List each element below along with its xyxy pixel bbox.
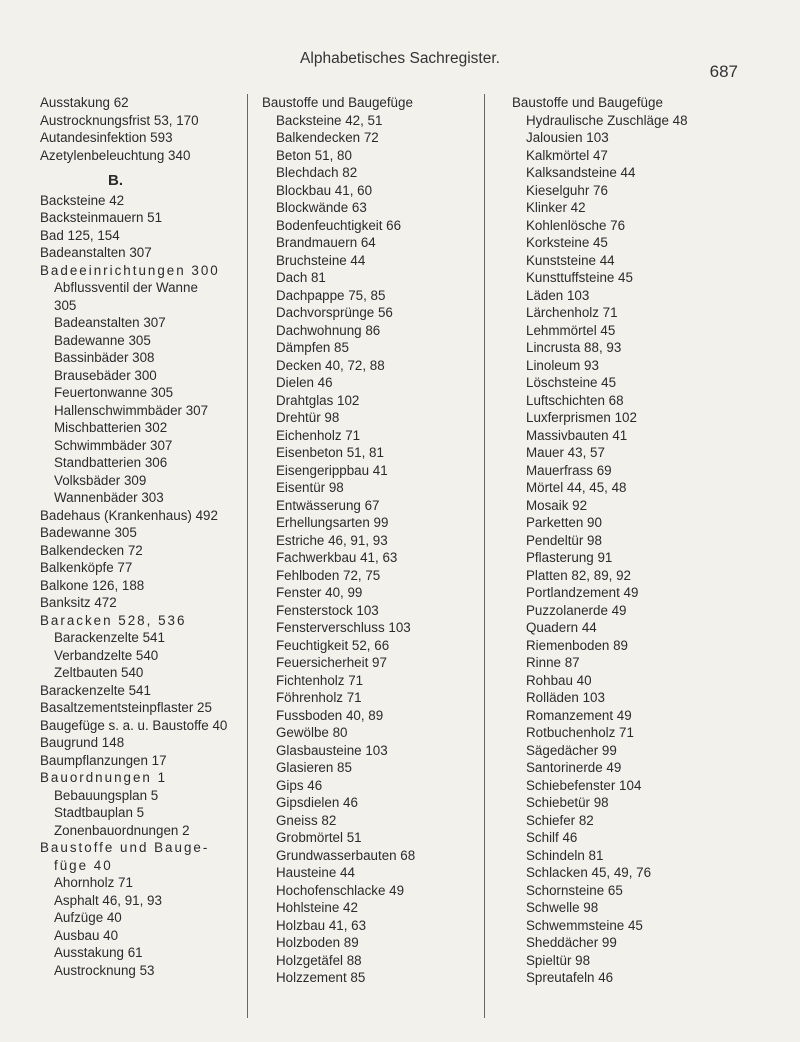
index-subentry: Mischbatterien 302: [54, 420, 168, 435]
index-subentry: Aufzüge 40: [54, 910, 122, 925]
index-subentry: Holzbau 41, 63: [276, 917, 367, 933]
index-subentry: Klinker 42: [526, 200, 586, 215]
index-subentry: Riemenboden 89: [526, 637, 628, 653]
index-subentry: Schwimmbäder 307: [54, 437, 173, 453]
index-subentry: Decken 40, 72, 88: [276, 357, 385, 373]
index-subentry: Sheddächer 99: [526, 935, 617, 950]
index-subentry: Barackenzelte 541: [54, 630, 165, 645]
index-subentry: Ahornholz 71: [54, 875, 133, 890]
index-subentry: Löschsteine 45: [526, 375, 617, 390]
index-subentry: Kunststeine 44: [526, 252, 615, 268]
index-subentry: Puzzolanerde 49: [526, 602, 627, 618]
index-subentry: Brausebäder 300: [54, 367, 157, 383]
index-subentry: Lärchenholz 71: [526, 305, 618, 320]
index-subentry: Holzboden 89: [276, 935, 359, 950]
index-entry: Balkendecken 72: [40, 542, 143, 558]
index-subentry: Mörtel 44, 45, 48: [526, 480, 627, 495]
index-subentry: Austrocknung 53: [54, 962, 155, 978]
index-subentry: Schilf 46: [526, 830, 578, 845]
index-subentry: Spreutafeln 46: [526, 970, 614, 985]
index-entry: Balkone 126, 188: [40, 577, 145, 593]
index-entry: Backsteinmauern 51: [40, 210, 163, 225]
index-subentry: Ausstakung 61: [54, 945, 143, 960]
index-subentry: Glasbausteine 103: [276, 742, 388, 758]
index-subentry: Luxferprismen 102: [526, 410, 637, 425]
index-subentry: Badewanne 305: [54, 332, 151, 348]
index-entry: Bad 125, 154: [40, 227, 120, 243]
index-subentry: Fehlboden 72, 75: [276, 567, 381, 583]
index-entry: Austrocknungsfrist 53, 170: [40, 112, 199, 128]
column-divider: [247, 94, 248, 1018]
index-subentry: Platten 82, 89, 92: [526, 567, 631, 583]
index-subentry: Dachvorsprünge 56: [276, 305, 393, 320]
index-subentry: Entwässerung 67: [276, 497, 380, 513]
index-subentry: Stadtbauplan 5: [54, 805, 145, 820]
index-subentry: Gips 46: [276, 777, 323, 793]
index-subentry: Kohlenlösche 76: [526, 217, 626, 233]
index-subentry: Fensterverschluss 103: [276, 620, 411, 635]
index-subentry: Blockbau 41, 60: [276, 182, 373, 198]
index-subentry: Läden 103: [526, 287, 590, 303]
index-subentry: Quadern 44: [526, 620, 597, 635]
index-subentry: Rohbau 40: [526, 672, 592, 688]
index-entry: füge 40: [54, 857, 113, 873]
index-subentry: Hochofenschlacke 49: [276, 882, 405, 898]
index-column-2: [262, 94, 482, 987]
index-entry: Balkenköpfe 77: [40, 560, 133, 575]
index-subentry: Rotbuchenholz 71: [526, 725, 634, 740]
index-subentry: 305: [54, 297, 77, 313]
index-entry: Badeanstalten 307: [40, 245, 152, 260]
index-subentry: Bebauungsplan 5: [54, 787, 159, 803]
index-entry: Badehaus (Krankenhaus) 492: [40, 507, 218, 523]
index-subentry: Holzzement 85: [276, 970, 366, 985]
index-subentry: Sägedächer 99: [526, 742, 617, 758]
index-subentry: Standbatterien 306: [54, 455, 168, 470]
index-subentry: Lehmmörtel 45: [526, 322, 616, 338]
index-subentry: Eichenholz 71: [276, 427, 361, 443]
index-entry: Baustoffe und Baugefüge: [512, 95, 663, 110]
index-subentry: Feuchtigkeit 52, 66: [276, 637, 390, 653]
index-column-3: [512, 94, 792, 987]
index-subentry: Jalousien 103: [526, 130, 609, 145]
index-entry: Baumpflanzungen 17: [40, 752, 167, 768]
index-subentry: Mosaik 92: [526, 497, 588, 513]
index-subentry: Romanzement 49: [526, 707, 632, 723]
index-subentry: Föhrenholz 71: [276, 690, 362, 705]
index-subentry: Badeanstalten 307: [54, 315, 166, 330]
index-subentry: Zeltbauten 540: [54, 665, 144, 680]
index-subentry: Volksbäder 309: [54, 472, 147, 488]
index-subentry: Fensterstock 103: [276, 602, 379, 618]
index-subentry: Zonenbauordnungen 2: [54, 822, 190, 838]
index-subentry: Schiefer 82: [526, 812, 594, 828]
index-subentry: Asphalt 46, 91, 93: [54, 892, 162, 908]
index-subentry: Linoleum 93: [526, 357, 599, 373]
index-subentry: Balkendecken 72: [276, 130, 379, 145]
index-subentry: Drahtglas 102: [276, 392, 360, 408]
index-entry: Baracken 528, 536: [40, 612, 187, 628]
index-subentry: Feuertonwanne 305: [54, 385, 174, 400]
index-entry: Banksitz 472: [40, 595, 117, 610]
index-subentry: Dielen 46: [276, 375, 333, 390]
index-entry: Baustoffe und Baugefüge: [262, 95, 413, 110]
index-subentry: Dämpfen 85: [276, 340, 349, 355]
index-subentry: Schiebetür 98: [526, 795, 609, 810]
index-subentry: Blockwände 63: [276, 200, 367, 215]
index-subentry: Bruchsteine 44: [276, 252, 366, 268]
column-divider: [484, 94, 485, 1018]
index-column-1: [40, 94, 245, 979]
index-subentry: Holzgetäfel 88: [276, 952, 362, 968]
index-subentry: Kieselguhr 76: [526, 182, 608, 198]
index-subentry: Dachpappe 75, 85: [276, 287, 386, 303]
index-subentry: Grobmörtel 51: [276, 830, 362, 845]
index-entry: Backsteine 42: [40, 192, 125, 208]
index-subentry: Bodenfeuchtigkeit 66: [276, 217, 402, 233]
index-subentry: Kunsttuffsteine 45: [526, 270, 633, 285]
index-subentry: Santorinerde 49: [526, 760, 622, 775]
index-subentry: Schlacken 45, 49, 76: [526, 865, 652, 880]
index-subentry: Abflussventil der Wanne: [54, 280, 198, 295]
index-subentry: Feuersicherheit 97: [276, 655, 387, 670]
index-subentry: Eisenbeton 51, 81: [276, 445, 384, 460]
index-subentry: Schwelle 98: [526, 900, 599, 915]
index-entry: Autandesinfektion 593: [40, 130, 173, 145]
index-subentry: Schindeln 81: [526, 847, 604, 863]
index-subentry: Hausteine 44: [276, 865, 355, 880]
index-subentry: Pflasterung 91: [526, 550, 613, 565]
index-subentry: Mauerfrass 69: [526, 462, 612, 478]
index-subentry: Fachwerkbau 41, 63: [276, 550, 398, 565]
index-subentry: Schwemmsteine 45: [526, 917, 643, 933]
index-subentry: Estriche 46, 91, 93: [276, 532, 388, 548]
index-subentry: Gewölbe 80: [276, 725, 348, 740]
index-subentry: Erhellungsarten 99: [276, 515, 389, 530]
index-subentry: Fichtenholz 71: [276, 672, 364, 688]
index-subentry: Drehtür 98: [276, 410, 340, 425]
index-subentry: Verbandzelte 540: [54, 647, 159, 663]
index-subentry: Eisentür 98: [276, 480, 344, 495]
index-entry: Baustoffe und Bauge-: [40, 840, 210, 855]
index-subentry: Ausbau 40: [54, 927, 119, 943]
index-subentry: Brandmauern 64: [276, 235, 376, 250]
index-subentry: Fussboden 40, 89: [276, 707, 384, 723]
index-subentry: Gneiss 82: [276, 812, 337, 828]
page-number: 687: [709, 62, 738, 81]
index-entry: Badeeinrichtungen 300: [40, 262, 220, 278]
index-subentry: Kalksandsteine 44: [526, 165, 636, 180]
index-subentry: Hohlsteine 42: [276, 900, 358, 915]
index-entry: Azetylenbeleuchtung 340: [40, 147, 191, 163]
index-subentry: Spieltür 98: [526, 952, 591, 968]
index-subentry: Kalkmörtel 47: [526, 147, 608, 163]
index-subentry: Hallenschwimmbäder 307: [54, 402, 209, 418]
index-entry: Baugefüge s. a. u. Baustoffe 40: [40, 717, 228, 733]
index-subentry: Rolläden 103: [526, 690, 605, 705]
index-subentry: Wannenbäder 303: [54, 490, 164, 505]
index-subentry: Gipsdielen 46: [276, 795, 358, 810]
index-subentry: Hydraulische Zuschläge 48: [526, 112, 688, 128]
index-subentry: Korksteine 45: [526, 235, 608, 250]
page-header: Alphabetisches Sachregister.: [300, 50, 500, 67]
index-subentry: Mauer 43, 57: [526, 445, 605, 460]
index-subentry: Blechdach 82: [276, 165, 358, 180]
index-entry: Baugrund 148: [40, 735, 125, 750]
index-subentry: Grundwasserbauten 68: [276, 847, 416, 863]
index-entry: Barackenzelte 541: [40, 682, 151, 698]
index-subentry: Luftschichten 68: [526, 392, 624, 408]
index-subentry: Schornsteine 65: [526, 882, 623, 898]
section-heading: B.: [108, 172, 123, 189]
index-subentry: Backsteine 42, 51: [276, 112, 383, 128]
index-subentry: Beton 51, 80: [276, 147, 352, 163]
index-subentry: Rinne 87: [526, 655, 580, 670]
index-subentry: Glasieren 85: [276, 760, 352, 775]
index-subentry: Portlandzement 49: [526, 585, 639, 600]
index-entry: Basaltzementsteinpflaster 25: [40, 700, 212, 715]
index-subentry: Parketten 90: [526, 515, 602, 530]
index-subentry: Eisengerippbau 41: [276, 462, 388, 478]
index-entry: Ausstakung 62: [40, 95, 129, 110]
index-subentry: Pendeltür 98: [526, 532, 602, 548]
index-subentry: Massivbauten 41: [526, 427, 628, 443]
index-subentry: Schiebefenster 104: [526, 777, 642, 793]
index-subentry: Lincrusta 88, 93: [526, 340, 622, 355]
index-subentry: Dach 81: [276, 270, 326, 285]
index-entry: Badewanne 305: [40, 525, 137, 540]
index-subentry: Fenster 40, 99: [276, 585, 363, 600]
index-entry: Bauordnungen 1: [40, 770, 168, 785]
index-subentry: Bassinbäder 308: [54, 350, 155, 365]
index-subentry: Dachwohnung 86: [276, 322, 381, 338]
